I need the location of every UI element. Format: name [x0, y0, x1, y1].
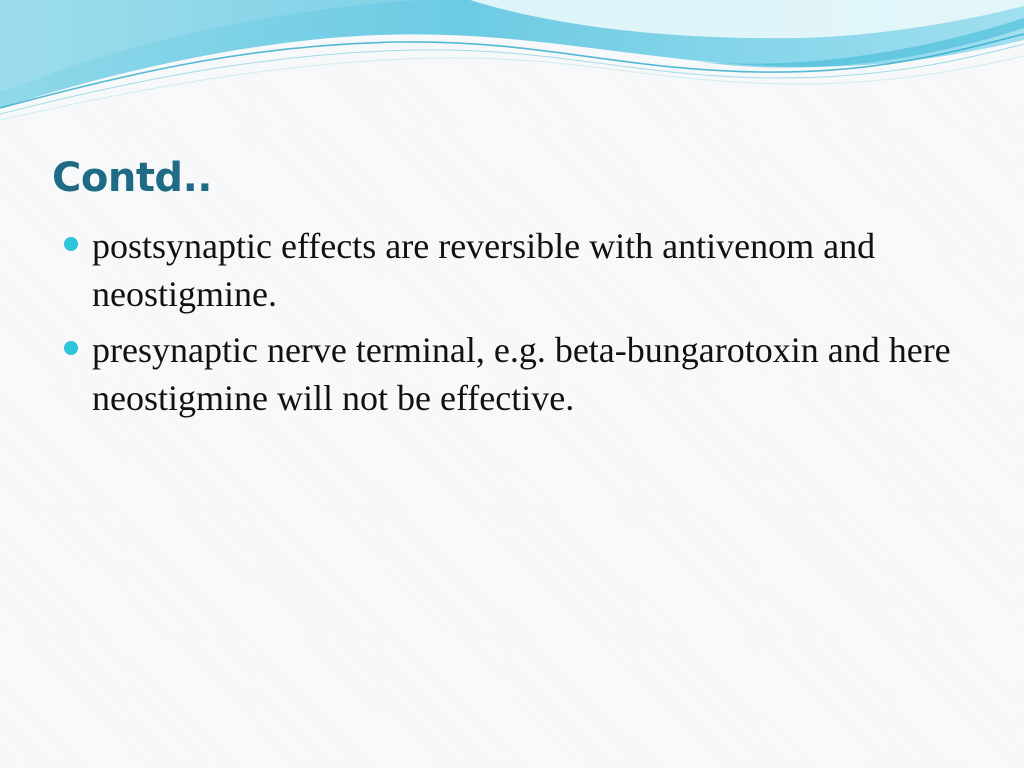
bullet-list	[60, 222, 1000, 430]
slide-title: Contd..	[52, 155, 212, 201]
bullet-text: postsynaptic effects are reversible with antivenom and neostigmine.	[92, 226, 876, 314]
bullet-text: presynaptic nerve terminal, e.g. beta-bungarotoxin and here neostigmine will not be effective.	[92, 330, 951, 418]
bullet-item	[60, 222, 1000, 318]
bullet-dot-icon	[64, 237, 78, 251]
wave-header-decoration	[0, 0, 1024, 130]
bullet-dot-icon	[64, 341, 78, 355]
bullet-item	[60, 326, 1000, 422]
